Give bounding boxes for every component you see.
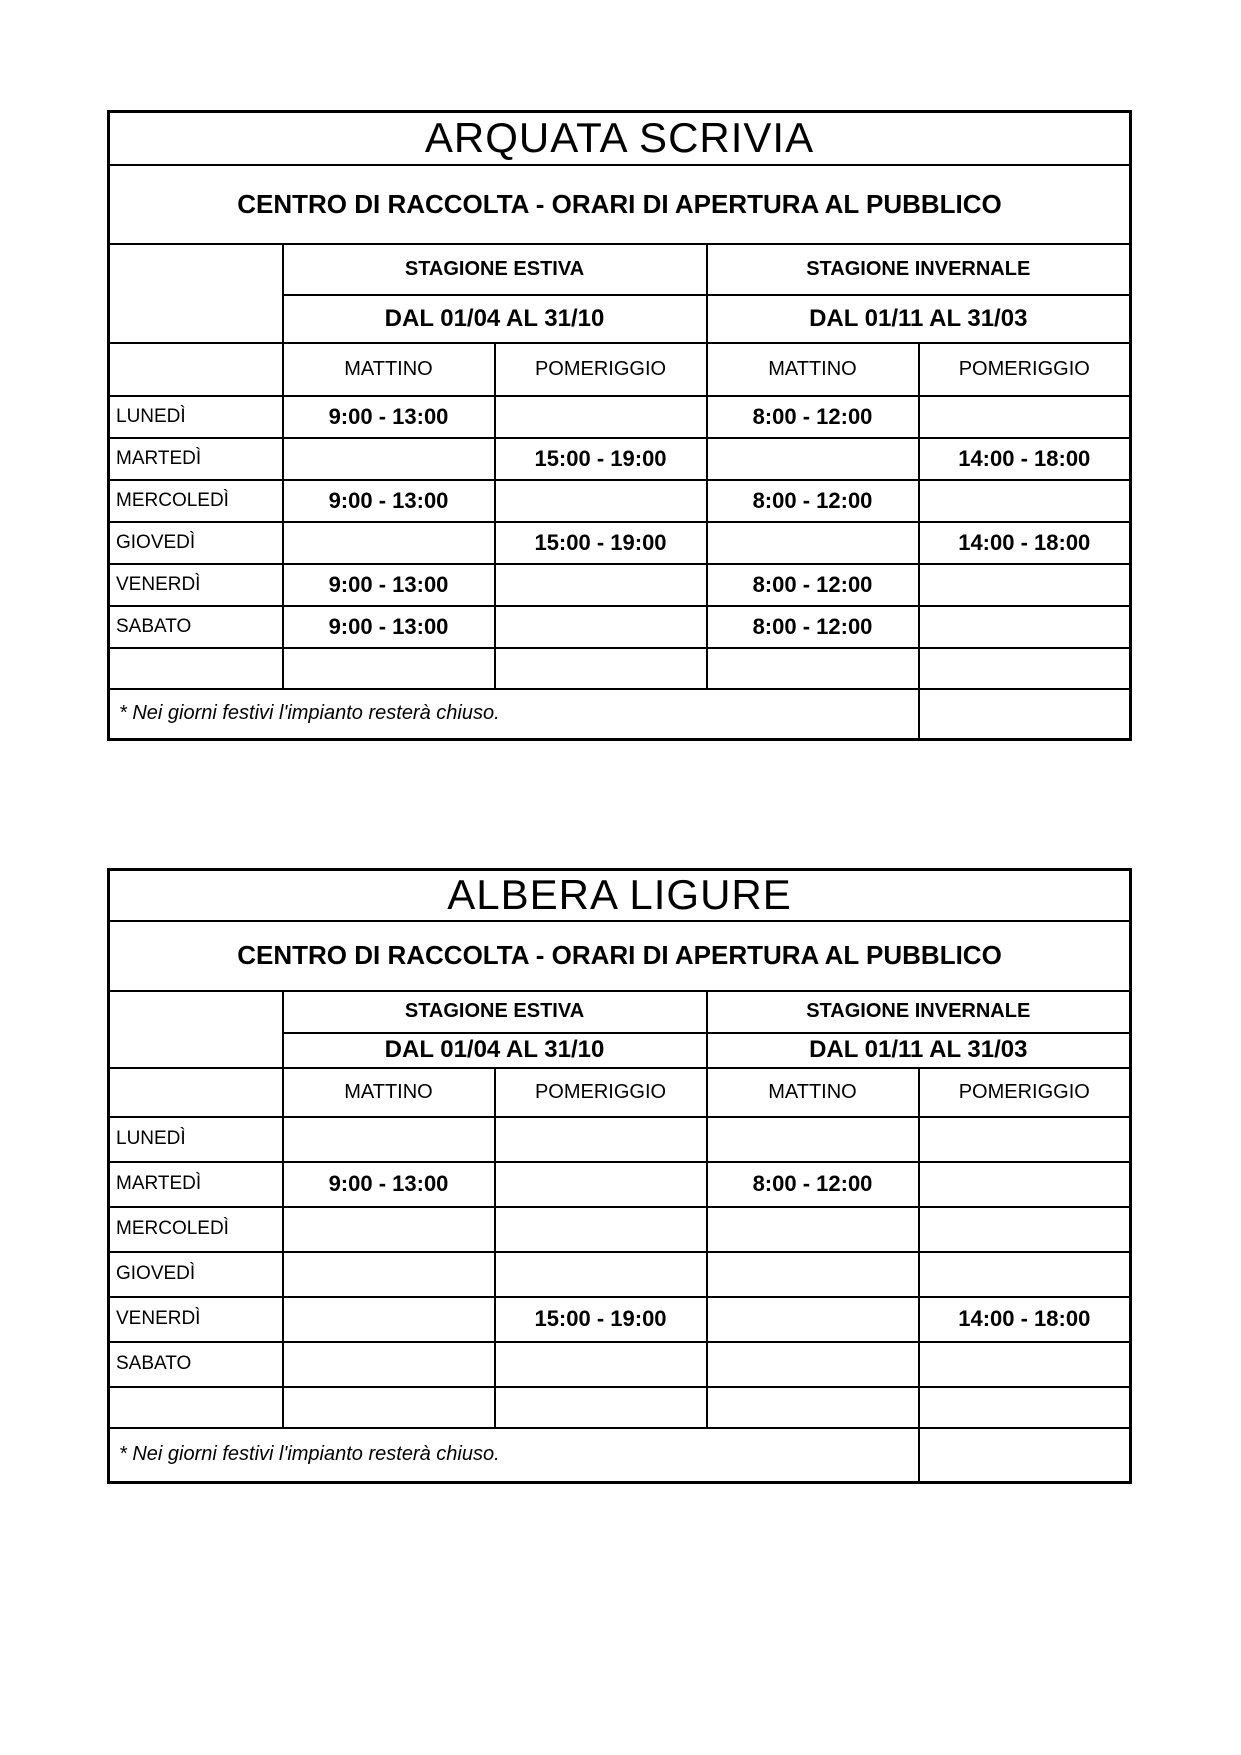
time-cell — [707, 522, 919, 564]
col-header-pomeriggio-winter: POMERIGGIO — [919, 343, 1131, 396]
time-cell — [495, 1117, 707, 1162]
footnote-empty-cell — [919, 1428, 1131, 1483]
table-title: ALBERA LIGURE — [109, 870, 1131, 921]
day-row-mercoledi — [109, 1207, 1131, 1252]
footnote-text: * Nei giorni festivi l'impianto resterà chiuso. — [109, 689, 919, 740]
time-cell: 15:00 - 19:00 — [495, 522, 707, 564]
day-label: MERCOLEDÌ — [109, 480, 283, 522]
time-cell — [495, 1252, 707, 1297]
footnote-row — [109, 689, 1131, 740]
time-cell — [707, 648, 919, 689]
time-cell — [707, 1297, 919, 1342]
day-row-lunedi — [109, 1117, 1131, 1162]
time-cell: 8:00 - 12:00 — [707, 1162, 919, 1207]
time-cell — [495, 480, 707, 522]
time-cell — [919, 606, 1131, 648]
spacer-row — [109, 1387, 1131, 1428]
time-cell — [283, 1252, 495, 1297]
season-summer-label: STAGIONE ESTIVA — [283, 244, 707, 295]
time-cell — [919, 1252, 1131, 1297]
time-cell — [495, 564, 707, 606]
time-cell — [707, 1342, 919, 1387]
day-label — [109, 1387, 283, 1428]
time-cell — [919, 1162, 1131, 1207]
time-cell: 9:00 - 13:00 — [283, 480, 495, 522]
table-subtitle: CENTRO DI RACCOLTA - ORARI DI APERTURA AL PUBBLICO — [109, 921, 1131, 991]
day-row-venerdi — [109, 1297, 1131, 1342]
time-cell — [919, 648, 1131, 689]
table-subtitle-row — [109, 921, 1131, 991]
day-label: LUNEDÌ — [109, 396, 283, 438]
time-cell: 8:00 - 12:00 — [707, 606, 919, 648]
day-label — [109, 648, 283, 689]
day-label: SABATO — [109, 1342, 283, 1387]
footnote-text: * Nei giorni festivi l'impianto resterà chiuso. — [109, 1428, 919, 1483]
time-cell: 9:00 - 13:00 — [283, 606, 495, 648]
time-cell: 15:00 - 19:00 — [495, 438, 707, 480]
time-cell — [495, 1207, 707, 1252]
time-cell — [283, 438, 495, 480]
season-summer-period: DAL 01/04 AL 31/10 — [283, 1033, 707, 1068]
day-label: LUNEDÌ — [109, 1117, 283, 1162]
time-cell: 14:00 - 18:00 — [919, 438, 1131, 480]
time-cell — [495, 606, 707, 648]
time-cell — [919, 564, 1131, 606]
time-cell: 8:00 - 12:00 — [707, 480, 919, 522]
time-cell: 14:00 - 18:00 — [919, 1297, 1131, 1342]
time-cell — [283, 1207, 495, 1252]
time-cell — [283, 1387, 495, 1428]
season-winter-label: STAGIONE INVERNALE — [707, 991, 1131, 1033]
day-label: SABATO — [109, 606, 283, 648]
season-winter-period: DAL 01/11 AL 31/03 — [707, 1033, 1131, 1068]
time-cell: 9:00 - 13:00 — [283, 564, 495, 606]
time-cell — [707, 1207, 919, 1252]
time-cell — [283, 1342, 495, 1387]
col-header-pomeriggio-summer: POMERIGGIO — [495, 1068, 707, 1117]
col-header-pomeriggio-summer: POMERIGGIO — [495, 343, 707, 396]
time-cell — [283, 1117, 495, 1162]
timeofday-header-row — [109, 1068, 1131, 1117]
footnote-row — [109, 1428, 1131, 1483]
day-row-giovedi — [109, 1252, 1131, 1297]
col-header-mattino-winter: MATTINO — [707, 343, 919, 396]
time-cell — [283, 522, 495, 564]
day-row-martedi — [109, 438, 1131, 480]
day-row-giovedi — [109, 522, 1131, 564]
time-cell: 14:00 - 18:00 — [919, 522, 1131, 564]
time-cell — [707, 1252, 919, 1297]
col-header-mattino-summer: MATTINO — [283, 1068, 495, 1117]
time-cell — [919, 480, 1131, 522]
time-cell: 9:00 - 13:00 — [283, 1162, 495, 1207]
time-cell: 8:00 - 12:00 — [707, 564, 919, 606]
time-cell — [707, 1117, 919, 1162]
time-cell — [919, 396, 1131, 438]
season-header-row — [109, 991, 1131, 1033]
time-cell: 15:00 - 19:00 — [495, 1297, 707, 1342]
timeofday-header-row — [109, 343, 1131, 396]
time-cell — [919, 1387, 1131, 1428]
day-row-martedi — [109, 1162, 1131, 1207]
time-cell — [707, 438, 919, 480]
season-header-row — [109, 244, 1131, 295]
day-label: MARTEDÌ — [109, 438, 283, 480]
table-title: ARQUATA SCRIVIA — [109, 112, 1131, 165]
table-subtitle-row — [109, 165, 1131, 244]
time-cell — [707, 1387, 919, 1428]
day-label: VENERDÌ — [109, 1297, 283, 1342]
time-cell — [283, 1297, 495, 1342]
corner-empty-cell — [109, 244, 283, 343]
table-subtitle: CENTRO DI RACCOLTA - ORARI DI APERTURA AL PUBBLICO — [109, 165, 1131, 244]
time-cell — [495, 1387, 707, 1428]
day-label: GIOVEDÌ — [109, 522, 283, 564]
col-header-mattino-winter: MATTINO — [707, 1068, 919, 1117]
time-cell — [919, 1342, 1131, 1387]
season-summer-period: DAL 01/04 AL 31/10 — [283, 295, 707, 343]
day-row-mercoledi — [109, 480, 1131, 522]
time-cell — [495, 1342, 707, 1387]
corner-empty-cell — [109, 343, 283, 396]
schedule-table-arquata-scrivia — [107, 110, 1132, 741]
time-cell — [919, 1117, 1131, 1162]
time-cell — [495, 648, 707, 689]
day-row-venerdi — [109, 564, 1131, 606]
day-label: MARTEDÌ — [109, 1162, 283, 1207]
season-winter-label: STAGIONE INVERNALE — [707, 244, 1131, 295]
time-cell — [495, 1162, 707, 1207]
footnote-empty-cell — [919, 689, 1131, 740]
day-row-sabato — [109, 1342, 1131, 1387]
season-winter-period: DAL 01/11 AL 31/03 — [707, 295, 1131, 343]
day-label: MERCOLEDÌ — [109, 1207, 283, 1252]
day-row-lunedi — [109, 396, 1131, 438]
day-row-sabato — [109, 606, 1131, 648]
time-cell: 9:00 - 13:00 — [283, 396, 495, 438]
table-title-row — [109, 870, 1131, 921]
time-cell — [919, 1207, 1131, 1252]
corner-empty-cell — [109, 1068, 283, 1117]
spacer-row — [109, 648, 1131, 689]
season-summer-label: STAGIONE ESTIVA — [283, 991, 707, 1033]
corner-empty-cell — [109, 991, 283, 1068]
table-title-row — [109, 112, 1131, 165]
col-header-mattino-summer: MATTINO — [283, 343, 495, 396]
time-cell — [283, 648, 495, 689]
time-cell — [495, 396, 707, 438]
day-label: VENERDÌ — [109, 564, 283, 606]
schedule-table-albera-ligure — [107, 868, 1132, 1484]
time-cell: 8:00 - 12:00 — [707, 396, 919, 438]
col-header-pomeriggio-winter: POMERIGGIO — [919, 1068, 1131, 1117]
day-label: GIOVEDÌ — [109, 1252, 283, 1297]
